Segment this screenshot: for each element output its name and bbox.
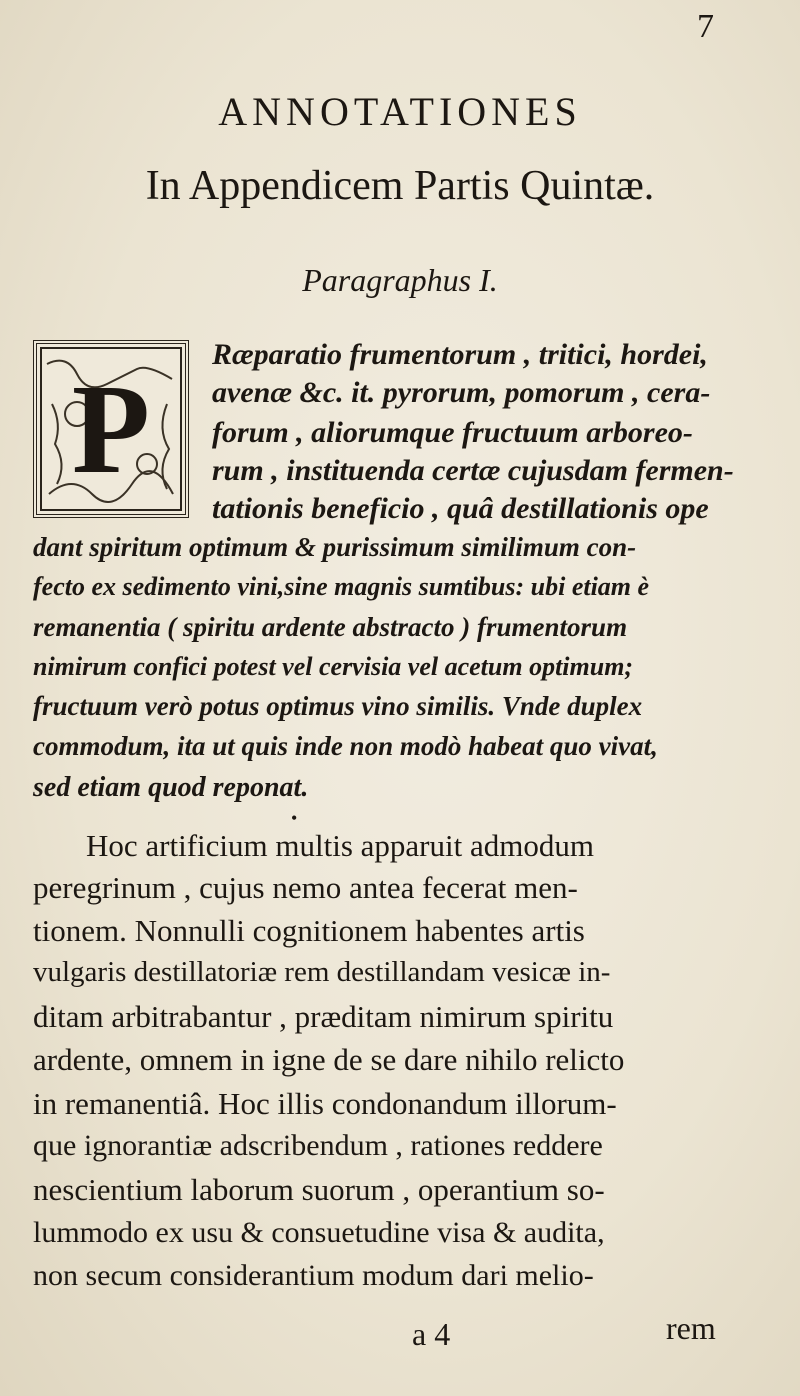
ornament-dot: • xyxy=(291,808,298,828)
italic-line: sed etiam quod reponat. xyxy=(33,772,309,803)
italic-line: dant spiritum optimum & purissimum similimum con- xyxy=(33,532,637,562)
roman-line: nescientium laborum suorum , operantium so- xyxy=(33,1172,605,1207)
roman-line: Hoc artificium multis apparuit admodum xyxy=(86,828,594,863)
section-heading: Paragraphus I. xyxy=(302,262,498,298)
page-title: ANNOTATIONES xyxy=(218,89,582,134)
italic-line: fructuum verò potus optimus vino similis. Vnde duplex xyxy=(33,691,643,721)
roman-line: que ignorantiæ adscribendum , rationes reddere xyxy=(33,1129,603,1162)
decorated-initial xyxy=(33,340,189,518)
svg-text:P: P xyxy=(71,358,151,500)
catchword: rem xyxy=(666,1310,716,1346)
italic-line: remanentia ( spiritu ardente abstracto ) frumentorum xyxy=(33,612,628,642)
italic-line: nimirum confici potest vel cervisia vel acetum optimum; xyxy=(33,652,634,681)
roman-line: lummodo ex usu & consuetudine visa & audita, xyxy=(33,1216,605,1249)
italic-line: Ræparatio frumentorum , tritici, hordei, xyxy=(212,338,708,371)
roman-line: tionem. Nonnulli cognitionem habentes artis xyxy=(33,913,585,948)
roman-line: ditam arbitrabantur , præditam nimirum spiritu xyxy=(33,999,614,1034)
italic-line: commodum, ita ut quis inde non modò habeat quo vivat, xyxy=(33,731,658,761)
italic-line: forum , aliorumque fructuum arboreo- xyxy=(212,416,693,449)
page-subtitle: In Appendicem Partis Quintæ. xyxy=(145,163,655,209)
roman-line: ardente, omnem in igne de se dare nihilo relicto xyxy=(33,1042,625,1077)
italic-line: tationis beneficio , quâ destillationis ope xyxy=(212,492,709,525)
italic-line: fecto ex sedimento vini,sine magnis sumtibus: ubi etiam è xyxy=(33,572,650,601)
italic-line: rum , instituenda certæ cujusdam fermen- xyxy=(212,454,734,487)
roman-line: in remanentiâ. Hoc illis condonandum illorum- xyxy=(33,1086,617,1121)
signature-mark: a 4 xyxy=(412,1316,451,1352)
italic-line: avenæ &c. it. pyrorum, pomorum , cera- xyxy=(212,376,711,409)
page-number: 7 xyxy=(697,8,714,45)
roman-line: vulgaris destillatoriæ rem destillandam vesicæ in- xyxy=(33,956,611,988)
decorated-initial-p-icon xyxy=(37,344,185,514)
roman-line: peregrinum , cujus nemo antea fecerat men- xyxy=(33,870,578,905)
roman-line: non secum considerantium modum dari melio- xyxy=(33,1259,594,1292)
